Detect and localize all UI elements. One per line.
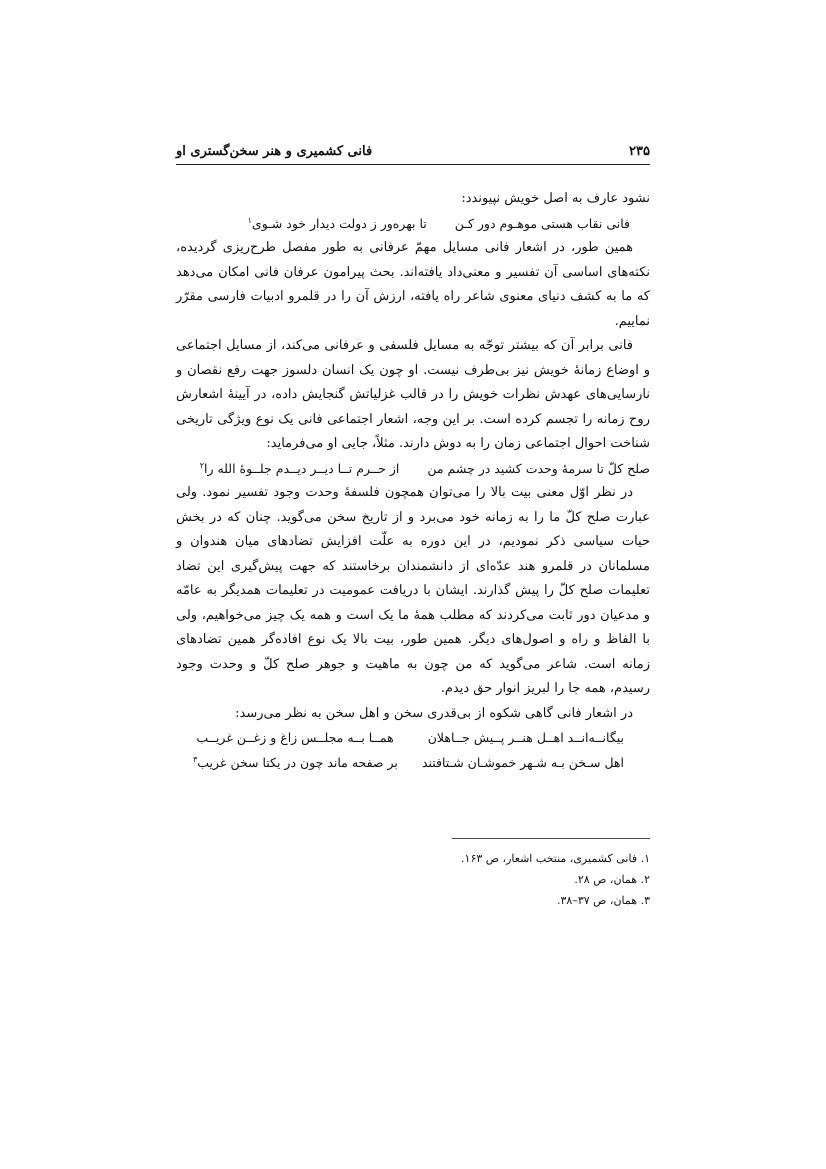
paragraph-5: در اشعار فانی گاهی شکوه از بی‌قدری سخن و اهل سخن به نظر می‌رسد: <box>235 705 633 721</box>
verse-2 <box>176 457 650 482</box>
verse-4-hemistich-1: اهل سـخن بـه شـهر خموشـان شـتافتند <box>421 754 624 770</box>
verse-3 <box>176 726 650 751</box>
verse-1 <box>176 212 650 237</box>
paragraph-2: همین طور، در اشعار فانی مسایل مهمّ عرفانی به طور مفصل طرح‌ریزی گردیده، نکته‌های اساسی آن تفسیر و معنی‌داد یافته‌اند. بحث پیرامون عرفان فانی امکان می‌دهد که ما به کشف دنیای معنوی شاعر راه یافته، ارزش آن را در قلمرو ادبیات فارسی مقرّر نماییم. <box>176 240 650 329</box>
verse-4 <box>176 751 650 776</box>
footnote-2: ۲. همان، ص ۲۸. <box>574 873 650 886</box>
body-text <box>176 187 650 775</box>
footnote-3: ۳. همان، ص ۳۷–۳۸. <box>556 894 650 907</box>
footnote-ref-2: ۲ <box>199 460 204 470</box>
verse-4-hemistich-2 <box>193 751 398 776</box>
verse-1-hemistich-1: فانی نقاب هستی موهـوم دور کـن <box>454 215 630 231</box>
running-title: فانی کشمیری و هنر سخن‌گستری او <box>176 144 373 159</box>
verse-2-hemistich-2 <box>200 457 400 482</box>
running-header <box>176 140 650 164</box>
verse-2-hemistich-1: صلح کلّ تا سرمهٔ وحدت کشید در چشم من <box>427 460 650 476</box>
paragraph-3: فانی برابر آن که بیشتر توجّه به مسایل فلسفی و عرفانی می‌کند، از مسایل اجتماعی و اوضاع زمانهٔ خویش نیز بی‌طرف نیست. او چون یک انسان دلسوز جهت رفع نقصان و نارسایی‌های عهدش نظرات خویش را در قالب غزلیاتش گنجایش داده، در آیینهٔ اشعارش روح زمانه را تجسم کرده است. بر این وجه، اشعار اجتماعی فانی یک نوع ویژگی تاریخی شناخت احوال اجتماعی زمان را به دوش دارند. مثلاً، جایی او می‌فرماید: <box>176 338 650 451</box>
header-rule <box>176 164 650 165</box>
paragraph-1: نشود عارف به اصل خویش نپیوندد: <box>461 191 650 206</box>
paragraph-4: در نظر اوّل معنی بیت بالا را می‌توان همچون فلسفهٔ وحدت وجود تفسیر نمود. ولی عبارت صلح کلّ ما را به زمانه خود می‌برد و از تاریخ سخن می‌گوید. چنان که در بخش حیات سیاسی ذکر نمودیم، در این دوره به علّت افزایش تضادهای میان هندوان و مسلمانان در قلمرو هند عدّه‌ای از دانشمندان برخاستند که جهت پیش‌گیری این تضاد تعلیمات صلح کلّ را پیش گذارند. ایشان با دریافت عمومیت در تعلیمات همدیگر به عامّه و مدعیان دور ثابت می‌کردند که مطلب همهٔ ما یک است و همه یک چیز می‌خواهیم، ولی با الفاظ و راه و اصول‌های دیگر. همین طور، بیت بالا یک نوع افاده‌گر همین تضادهای زمانه است. شاعر می‌گوید که من چون به ماهیت و جوهر صلح کلّ و وحدت وجود رسیدم، همه جا را لبریز انوار حق دیدم. <box>176 485 651 696</box>
footnote-ref-3: ۳ <box>192 754 198 764</box>
page-number: ۲۳۵ <box>629 144 650 159</box>
verse-4-hemistich-2-text: بر صفحه ماند چون در یکتا سخن غریب <box>197 754 398 770</box>
footnotes <box>176 848 650 911</box>
footnote-rule <box>452 838 650 839</box>
verse-3-hemistich-2: همــا بــه مجلــس زاغ و زغــن غریــب <box>196 730 394 745</box>
verse-1-hemistich-2 <box>248 212 427 237</box>
verse-2-hemistich-2-text: از حــرم تــا دیــر دیــدم جلــوهٔ الله را <box>203 460 400 476</box>
footnote-ref-1: ۱ <box>247 215 252 225</box>
verse-3-hemistich-1: بیگانــه‌انــد اهــل هنــر پــیش جــاهلان <box>427 730 624 745</box>
verse-1-hemistich-2-text: تا بهره‌ور ز دولت دیدار خود شـوی <box>251 215 427 231</box>
footnote-1: ۱. فانی کشمیری، منتخب اشعار، ص ۱۶۳. <box>461 852 650 865</box>
